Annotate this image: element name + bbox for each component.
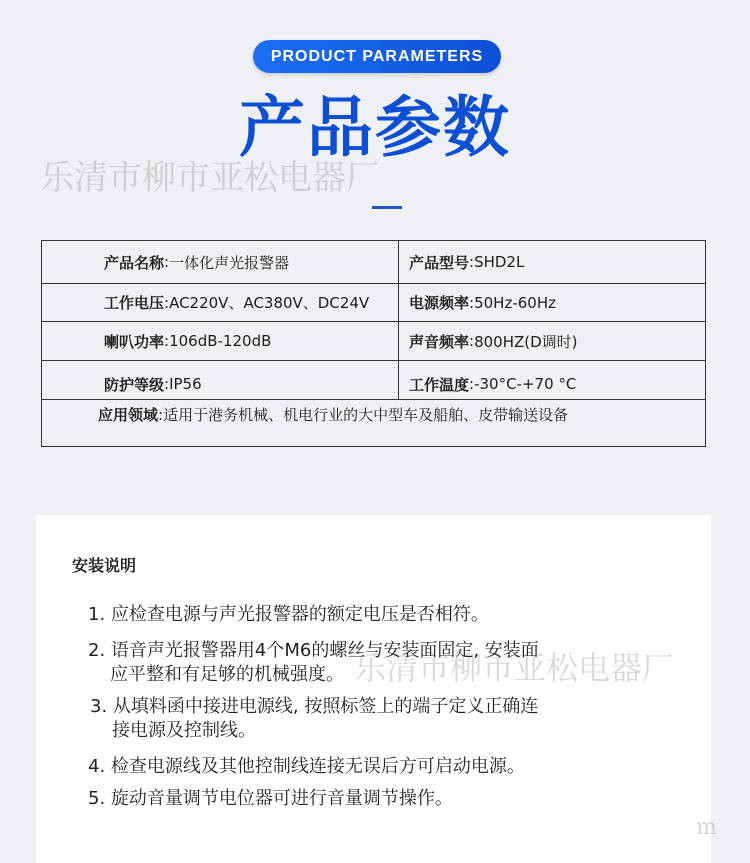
cell-value: SHD2L [474,253,525,271]
cell-value: 一体化声光报警器 [169,253,290,272]
step-text: 2. 语音声光报警器用4个M6的螺丝与安装面固定, 安装面 [88,640,539,661]
step-text: 5. 旋动音量调节电位器可进行音量调节操作。 [88,788,453,809]
cell-sep: : [164,375,170,393]
table-row [42,322,705,361]
cell-value: IP56 [169,375,202,393]
cell-sep: : [469,253,475,271]
cell-label: 工作电压 [104,294,165,312]
installation-card [36,515,717,863]
step-text: 3. 从填料函中接进电源线, 按照标签上的端子定义正确连 [90,696,539,717]
application-field-cell [98,382,568,447]
badge-text: PRODUCT PARAMETERS [270,47,484,65]
speaker-power-cell [104,322,271,360]
cell-label: 声音频率 [409,332,470,351]
cell-label: 喇叭功率 [104,332,165,351]
cell-label: 应用领域 [98,406,159,424]
cell-value: 106dB-120dB [169,332,272,350]
watermark-top: 乐清市柳市亚松电器厂 [40,158,380,198]
product-parameters-badge [253,40,501,73]
cell-sep: : [164,253,170,271]
install-step [88,755,525,779]
table-row [42,284,705,322]
cell-value: 50Hz-60Hz [474,293,556,312]
cell-sep: : [164,332,170,350]
title-underline-dash [372,206,402,209]
page-title: 产品参数 [239,89,511,166]
sound-frequency-cell [409,322,578,360]
step-text: 4. 检查电源线及其他控制线连接无误后方可启动电源。 [88,756,525,777]
cell-label: 电源频率 [409,294,470,312]
table-row [42,241,705,284]
column-divider [398,322,399,360]
column-divider [398,241,399,283]
cell-label: 防护等级 [104,375,165,394]
column-divider [398,284,399,321]
parameters-table [41,240,706,447]
cell-value: 适用于港务机械、机电行业的大中型车及船舶、皮带输送设备 [163,406,569,424]
cell-label: 产品型号 [409,253,470,272]
working-voltage-cell [104,284,369,321]
step-text-continued: 接电源及控制线。 [112,720,256,741]
power-frequency-cell [409,284,556,321]
cell-label: 产品名称 [104,253,165,272]
cell-sep: : [469,293,475,312]
product-name-cell [104,241,289,283]
cell-sep: : [164,293,170,312]
watermark-card-edge: m [696,815,717,840]
product-model-cell [409,241,524,283]
cell-label: 工作温度 [409,375,470,394]
installation-title: 安装说明 [72,556,137,575]
install-step [88,787,453,811]
table-row [42,399,705,447]
cell-value: 800HZ(D调时) [474,332,578,351]
step-text-continued: 应平整和有足够的机械强度。 [110,664,344,685]
cell-sep: : [469,375,475,393]
install-step [90,695,538,743]
watermark-card: 乐清市柳市亚松电器厂 [354,649,675,687]
cell-sep: : [469,332,475,350]
cell-value: AC220V、AC380V、DC24V [169,294,370,312]
cell-value: -30°C-+70 °C [474,375,577,393]
step-text: 1. 应检查电源与声光报警器的额定电压是否相符。 [88,604,489,625]
install-step [88,603,489,627]
cell-sep: : [158,405,164,424]
